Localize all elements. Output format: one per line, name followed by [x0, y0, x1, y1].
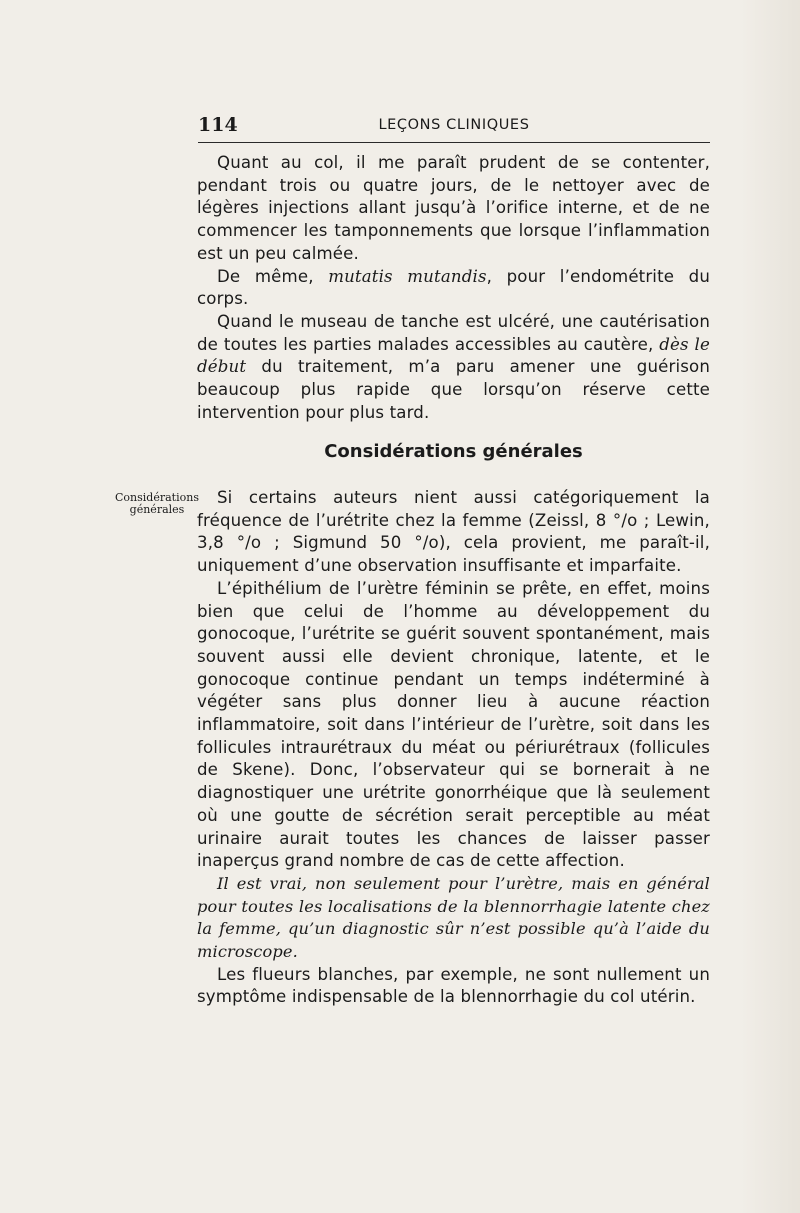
- italic-phrase: mutatis mutandis: [328, 266, 487, 286]
- paragraph: [197, 266, 710, 311]
- page-header: [198, 114, 710, 140]
- italic-paragraph: Il est vrai, non seulement pour l’urètre, mais en général pour toutes les localisations de la blennorrhagie latente chez la femme, qu’un diagnostic sûr n’est possible qu’à l’aide du microscope.: [197, 873, 710, 962]
- paragraph: [197, 311, 710, 425]
- margin-note-line: Considérations: [115, 491, 199, 504]
- section-heading: Considérations générales: [324, 441, 583, 462]
- paragraph-text: du traitement, m’a paru amener une guérison beaucoup plus rapide que lorsqu’on réserve cette intervention pour plus tard.: [197, 357, 710, 422]
- text-block-main: [197, 487, 710, 1009]
- text-block-top: [197, 152, 710, 424]
- paragraph: Les flueurs blanches, par exemple, ne sont nullement un symptôme indispensable de la blennorrhagie du col utérin.: [197, 964, 710, 1007]
- italic-phrase: dès le début: [197, 334, 710, 377]
- paragraph-text: Quant au col, il me paraît prudent de se contenter, pendant trois ou quatre jours, de le nettoyer avec de légères injections allant jusqu’à l’orifice interne, et de ne commencer les tamponnements que lorsque l’inflammation est un peu calmée.: [197, 153, 710, 263]
- page-number: 114: [198, 114, 238, 136]
- margin-note-line: générales: [129, 503, 185, 516]
- paragraph: L’épithélium de l’urètre féminin se prête, en effet, moins bien que celui de l’homme au développement du gonocoque, l’urétrite se guérit souvent spontanément, mais souvent aussi elle devient chronique, latente, et le gonocoque continue pendant un temps indéterminé à végéter sans plus donner lieu à aucune réaction inflammatoire, soit dans l’intérieur de l’urètre, soit dans les follicules intraurétraux du méat ou périurétraux (follicules de Skene). Donc, l’observateur qui se bornerait à ne diagnostiquer une urétrite gonorrhéique que là seulement où une goutte de sécrétion serait perceptible au méat urinaire aurait toutes les chances de laisser passer inaperçus grand nombre de cas de cette affection.: [197, 578, 710, 871]
- paragraph: [197, 152, 710, 266]
- paragraph-text: De même,: [217, 266, 329, 286]
- header-rule: [198, 142, 710, 143]
- margin-note: [112, 492, 202, 516]
- running-head: LEÇONS CLINIQUES: [378, 117, 530, 133]
- paragraph: Si certains auteurs nient aussi catégoriquement la fréquence de l’urétrite chez la femme (Zeissl, 8 °/o ; Lewin, 3,8 °/o ; Sigmund 50 °/o), cela provient, me paraît-il, uniquement d’une observation insuffisante et imparfaite.: [197, 488, 710, 576]
- paragraph-text: Quand le museau de tanche est ulcéré, une cautérisation de toutes les parties malades accessibles au cautère,: [197, 311, 710, 354]
- paragraph-text: , pour l’endométrite du corps.: [197, 266, 711, 309]
- page-edge-shadow: [740, 0, 800, 1213]
